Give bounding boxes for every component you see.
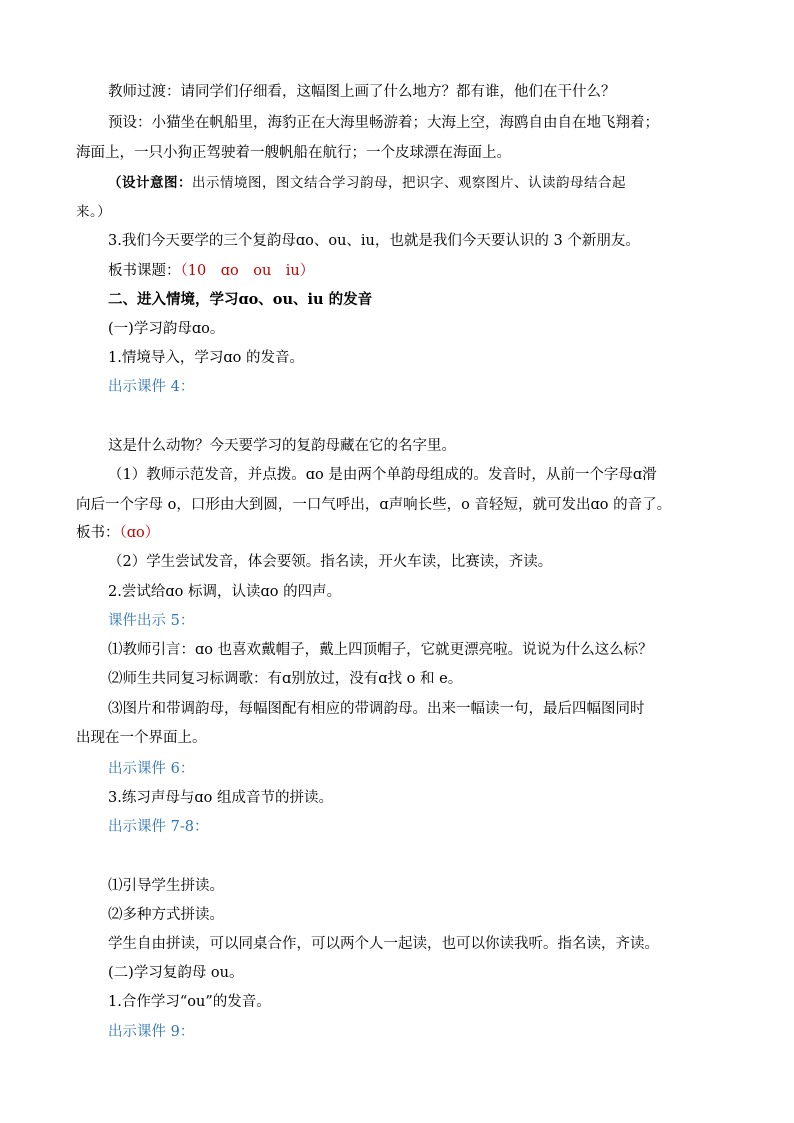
board-title-value: （10 ɑo ou iu） [180,263,315,279]
step-ou-intro: 1.合作学习“ou”的发音。 [108,994,271,1010]
step-ao-intro: 1.情境导入，学习ɑo 的发音。 [108,350,304,366]
show-courseware-9: 出示课件 9： [108,1024,195,1040]
subsection-ou: (二)学习复韵母 ou。 [108,965,244,981]
paragraph-three-finals: 3.我们今天要学的三个复韵母ɑo、ou、iu，也就是我们今天要认识的 3 个新朋友。 [108,233,640,249]
design-note-line2: 来。） [76,204,112,220]
show-courseware-4: 出示课件 4： [108,379,195,395]
free-read-paragraph: 学生自由拼读，可以同桌合作，可以两个人一起读，也可以你读我听。指名读，齐读。 [108,936,659,952]
paragraph-preset-line1: 预设：小猫坐在帆船里，海豹正在大海里畅游着；大海上空，海鸥自由自在地飞翔着； [108,115,659,131]
student-try-read: （2）学生尝试发音，体会要领。指名读，开火车读，比赛读，齐读。 [108,554,553,570]
board-title-label: 板书课题： [108,263,181,279]
step-ao-syllables: 3.练习声母与ɑo 组成音节的拼读。 [108,790,333,806]
board-ao-label: 板书： [76,525,120,541]
design-note-line1 [108,173,626,193]
show-courseware-6: 出示课件 6： [108,761,195,777]
show-courseware-5: 课件出示 5： [108,613,195,629]
board-title-line [108,261,314,281]
paragraph-preset-line2: 海面上，一只小狗正驾驶着一艘帆船在航行；一个皮球漂在海面上。 [76,145,511,161]
tone-item-3-line2: 出现在一个界面上。 [76,730,207,746]
demo-line2: 向后一个字母 o，口形由大到圆，一口气呼出，ɑ声响长些，o 音轻短，就可发出ɑo 的音了。 [76,497,672,513]
section-heading-2: 二、进入情境，学习ɑo、ou、iu 的发音 [108,291,373,308]
demo-line1: （1）教师示范发音，并点拨。ɑo 是由两个单韵母组成的。发音时，从前一个字母ɑ滑 [108,467,657,483]
show-courseware-7-8: 出示课件 7-8： [108,819,209,835]
question-animal: 这是什么动物？今天要学习的复韵母藏在它的名字里。 [108,438,456,454]
tone-item-2: ⑵师生共同复习标调歌：有ɑ别放过，没有ɑ找 o 和 e。 [108,671,463,687]
design-note-text: 出示情境图，图文结合学习韵母，把识字、观察图片、认读韵母结合起 [192,175,626,191]
design-note-label: （设计意图： [108,175,192,191]
board-ao-value: （ɑo） [119,525,160,541]
paragraph-teacher-transition: 教师过渡：请同学们仔细看，这幅图上画了什么地方？都有谁，他们在干什么？ [108,84,616,100]
guide-item-1: ⑴引导学生拼读。 [108,878,224,894]
guide-item-2: ⑵多种方式拼读。 [108,907,224,923]
step-ao-tones: 2.尝试给ɑo 标调，认读ɑo 的四声。 [108,584,342,600]
tone-item-3-line1: ⑶图片和带调韵母，每幅图配有相应的带调韵母。出来一幅读一句，最后四幅图同时 [108,701,645,717]
tone-item-1: ⑴教师引言：ɑo 也喜欢戴帽子，戴上四顶帽子，它就更漂亮啦。说说为什么这么标？ [108,642,653,658]
subsection-ao: (一)学习韵母ɑo。 [108,321,225,337]
board-ao-line [76,523,159,543]
